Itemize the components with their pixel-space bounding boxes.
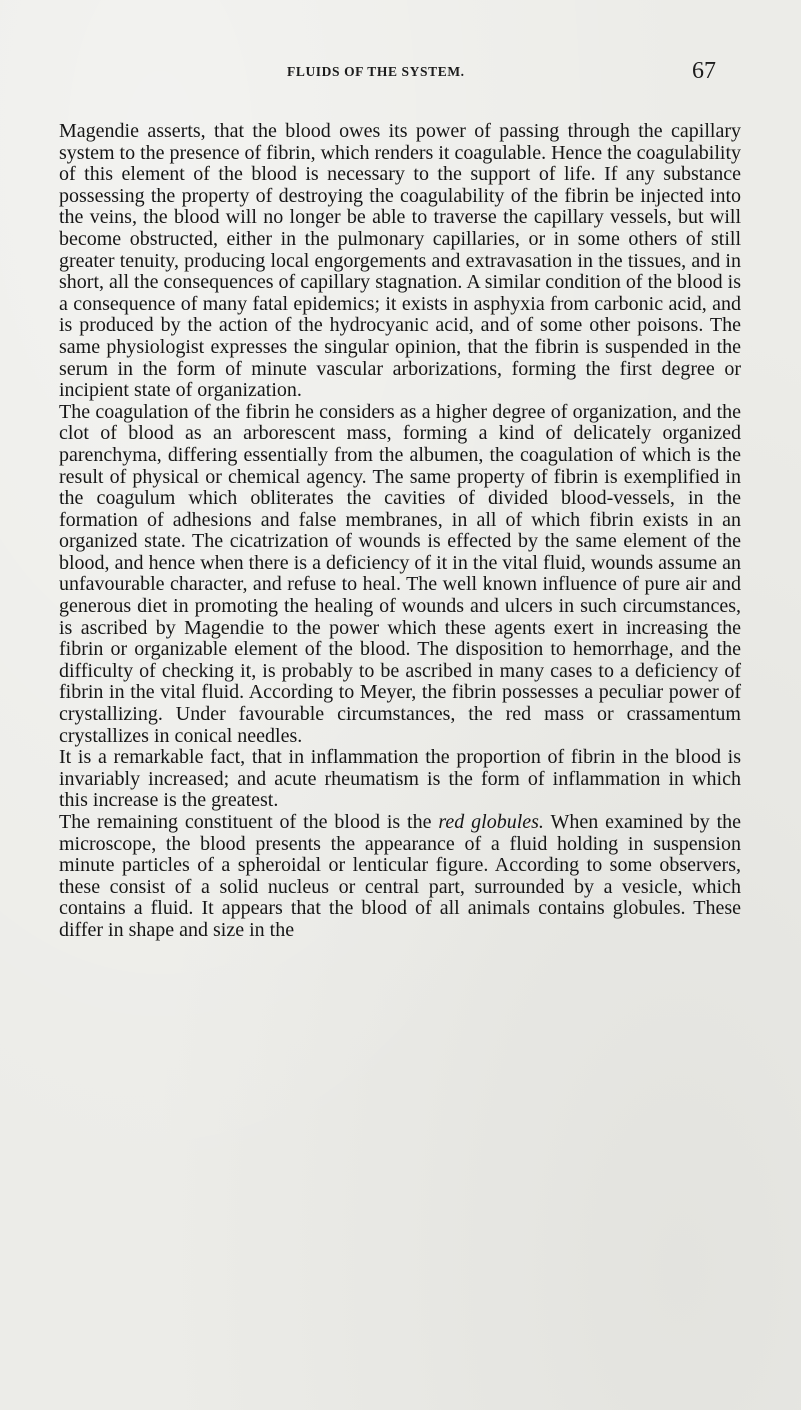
paragraph-red-globules-start: The remaining constituent of the blood is the xyxy=(59,811,439,833)
running-head xyxy=(0,58,801,98)
running-title: FLUIDS OF THE SYSTEM. xyxy=(287,64,465,79)
paragraph-red-globules xyxy=(59,812,741,942)
paragraph-magendie-fibrin: Magendie asserts, that the blood owes its power of passing through the capillary system to the presence of fibrin, which renders it coagulable. Hence the coagulability of this element of the blood is necessary to the support of life. If any substance possessing the property of destroying the coagulability of the fibrin be injected into the veins, the blood will no longer be able to traverse the capillary vessels, but will become obstructed, either in the pulmonary capillaries, or in some others of still greater tenuity, producing local engorgements and extravasation in the tissues, and in short, all the consequences of capillary stagnation. A similar condition of the blood is a consequence of many fatal epidemics; it exists in asphyxia from carbonic acid, and is produced by the action of the hydrocyanic acid, and of some other poisons. The same physiologist expresses the singular opinion, that the fibrin is suspended in the serum in the form of minute vascular arborizations, forming the first degree or incipient state of organization. xyxy=(59,120,741,402)
body-text xyxy=(59,121,741,942)
page-number: 67 xyxy=(692,58,716,84)
paragraph-red-globules-rest: When examined by the microscope, the blood presents the appearance of a fluid holding in suspension minute particles of a spheroidal or lenticular figure. According to some observers, these consist of a solid nucleus or central part, surrounded by a vesicle, which contains a fluid. It appears that the blood of all animals contains globules. These differ in shape and size in the xyxy=(59,811,741,941)
paragraph-inflammation: It is a remarkable fact, that in inflammation the proportion of fibrin in the blood is invariably increased; and acute rheumatism is the form of inflammation in which this increase is the greatest. xyxy=(59,746,741,812)
paragraph-coagulation: The coagulation of the fibrin he considers as a higher degree of organization, and the clot of blood as an arborescent mass, forming a kind of delicately organized parenchyma, differing essentially from the albumen, the coagulation of which is the result of physical or chemical agency. The same property of fibrin is exemplified in the coagulum which obliterates the cavities of divided blood-vessels, in the formation of adhesions and false membranes, in all of which fibrin exists in an organized state. The cicatrization of wounds is effected by the same element of the blood, and hence when there is a deficiency of it in the vital fluid, wounds assume an unfavourable character, and refuse to heal. The well known influence of pure air and generous diet in promoting the healing of wounds and ulcers in such circumstances, is ascribed by Magendie to the power which these agents exert in increasing the fibrin or organizable element of the blood. The disposition to hemorrhage, and the difficulty of checking it, is probably to be ascribed in many cases to a deficiency of fibrin in the vital fluid. According to Meyer, the fibrin possesses a peculiar power of crystallizing. Under favourable circumstances, the red mass or crassamentum crystallizes in conical needles. xyxy=(59,400,741,747)
italic-term-red-globules: red globules. xyxy=(438,811,544,833)
